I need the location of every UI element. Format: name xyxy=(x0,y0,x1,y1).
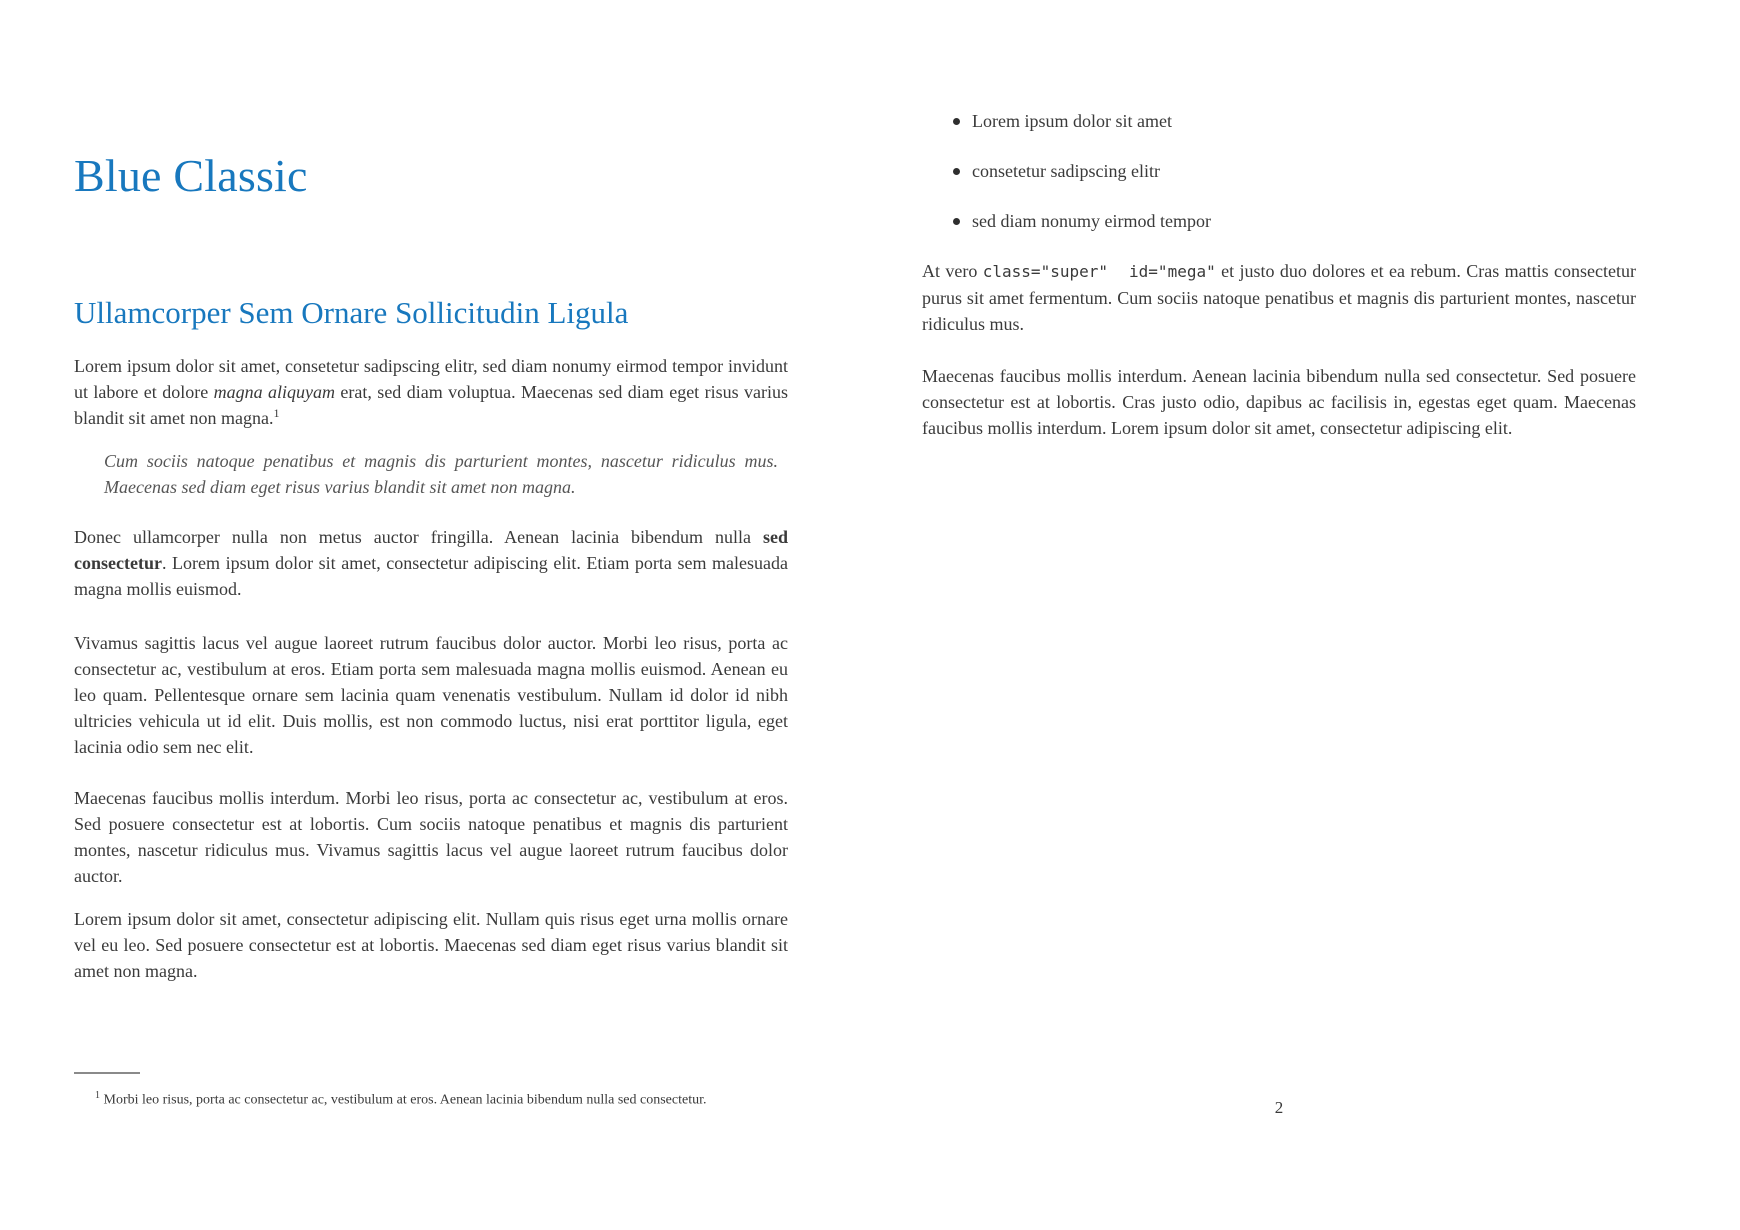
footnote-text: Morbi leo risus, porta ac consectetur ac, vestibulum at eros. Aenean lacinia bibendum nulla sed consectetur. xyxy=(100,1092,707,1108)
bullet-icon xyxy=(953,168,960,175)
list-item-text: sed diam nonumy eirmod tempor xyxy=(972,211,1211,231)
paragraph-closing: Maecenas faucibus mollis interdum. Aenean lacinia bibendum nulla sed consectetur. Sed posuere consectetur est at lobortis. Cras justo odio, dapibus ac facilisis in, egestas eget quam. Maecenas faucibus mollis interdum. Lorem ipsum dolor sit amet, consectetur adipiscing elit. xyxy=(922,366,1636,438)
paragraph-2-text-end: . Lorem ipsum dolor sit amet, consectetur adipiscing elit. Etiam porta sem malesuada magna mollis euismod. xyxy=(74,552,788,599)
page-2 xyxy=(922,0,1636,1230)
paragraph-1-text: Lorem ipsum dolor sit amet, consetetur sadipscing elitr, sed diam nonumy eirmod tempor invidunt ut labore et dolore xyxy=(74,355,788,402)
bullet-icon xyxy=(953,218,960,225)
paragraph-2-bold: sed consectetur xyxy=(74,526,788,573)
section-heading: Ullamcorper Sem Ornare Sollicitudin Ligula xyxy=(74,294,629,330)
blockquote: Cum sociis natoque penatibus et magnis dis parturient montes, nascetur ridiculus mus. Maecenas sed diam eget risus varius blandit sit amet non magna. xyxy=(104,450,778,497)
paragraph-4: Maecenas faucibus mollis interdum. Morbi leo risus, porta ac consectetur ac, vestibulum at eros. Sed posuere consectetur est at lobortis. Cum sociis natoque penatibus et magnis dis parturient montes, nascetur ridiculus mus. Vivamus sagittis lacus vel augue laoreet rutrum faucibus dolor auctor. xyxy=(74,787,788,886)
page-1 xyxy=(74,0,788,1230)
bullet-icon xyxy=(953,118,960,125)
paragraph-code-text-end: et justo duo dolores et ea rebum. Cras mattis consectetur purus sit amet fermentum. Cum sociis natoque penatibus et magnis dis parturient montes, nascetur ridiculus mus. xyxy=(922,261,1637,334)
footnote xyxy=(74,1086,788,1110)
paragraph-1 xyxy=(74,353,788,431)
paragraph-1-text-end: erat, sed diam voluptua. Maecenas sed diam eget risus varius blandit sit amet non magna. xyxy=(74,381,788,428)
paragraph-1-italic: magna aliquyam xyxy=(213,381,336,402)
list-item xyxy=(922,108,1636,134)
page-number: 2 xyxy=(1274,1098,1284,1117)
paragraph-5: Lorem ipsum dolor sit amet, consectetur adipiscing elit. Nullam quis risus eget urna mollis ornare vel eu leo. Sed posuere consectetur est at lobortis. Maecenas sed diam eget risus varius blandit sit amet non magna. xyxy=(74,908,788,981)
paragraph-code-text: At vero xyxy=(922,261,983,281)
bullet-list xyxy=(922,108,1636,234)
document-title: Blue Classic xyxy=(74,150,308,201)
paragraph-code xyxy=(922,258,1636,337)
list-item xyxy=(922,158,1636,184)
footnote-mark: 1 xyxy=(95,1090,100,1101)
footnote-area xyxy=(74,1072,788,1110)
footnote-rule xyxy=(74,1072,140,1074)
list-item xyxy=(922,208,1636,234)
footnote-reference: 1 xyxy=(273,405,280,420)
paragraph-2 xyxy=(74,524,788,602)
list-item-text: Lorem ipsum dolor sit amet xyxy=(972,111,1172,131)
paragraph-3: Vivamus sagittis lacus vel augue laoreet rutrum faucibus dolor auctor. Morbi leo risus, porta ac consectetur ac, vestibulum at eros. Etiam porta sem malesuada magna mollis euismod. Aenean eu leo quam. Pellentesque ornare sem lacinia quam venenatis vestibulum. Nullam id dolor id nibh ultricies vehicula ut id elit. Duis mollis, est non commodo luctus, nisi erat porttitor ligula, eget lacinia odio sem nec elit. xyxy=(74,632,788,757)
list-item-text: consetetur sadipscing elitr xyxy=(972,161,1160,181)
inline-code: class="super" id="mega" xyxy=(982,262,1216,281)
paragraph-2-text: Donec ullamcorper nulla non metus auctor fringilla. Aenean lacinia bibendum nulla xyxy=(74,526,763,547)
